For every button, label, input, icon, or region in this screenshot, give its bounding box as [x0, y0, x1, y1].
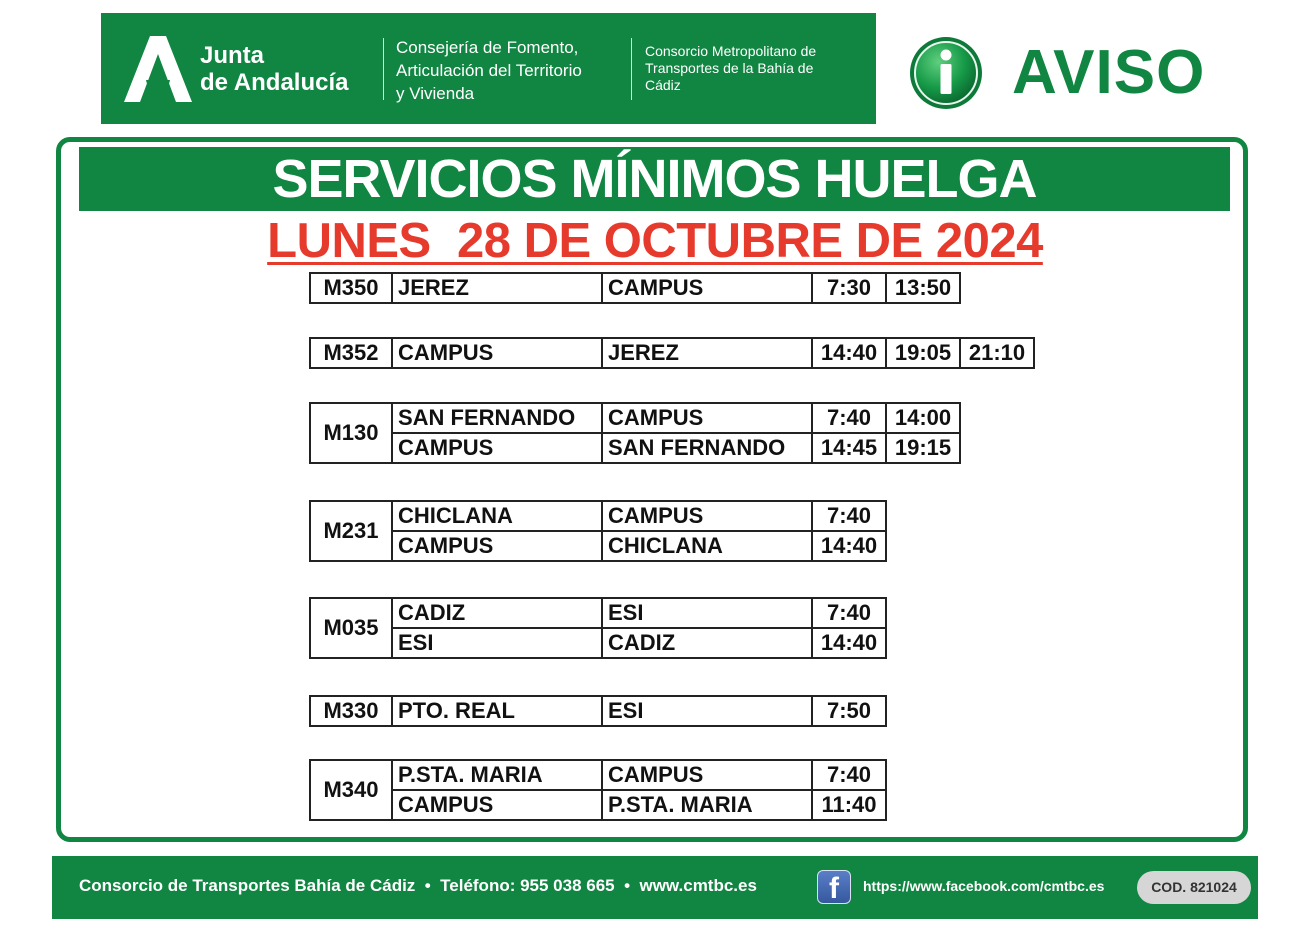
destination-cell: CAMPUS	[602, 273, 812, 303]
departure-time: 14:40	[812, 628, 886, 658]
destination-cell: ESI	[602, 598, 812, 628]
aviso-heading: AVISO	[1012, 38, 1206, 107]
header-divider	[631, 38, 632, 100]
schedule-row	[310, 628, 886, 658]
origin-cell: JEREZ	[392, 273, 602, 303]
schedule-table-m130	[309, 402, 961, 464]
consorcio-header-text	[645, 43, 816, 94]
destination-cell: JEREZ	[602, 338, 812, 368]
notice-date-text: LUNES 28 DE OCTUBRE DE 2024	[267, 214, 1043, 268]
schedule-row	[310, 338, 1034, 368]
code-badge: COD. 821024	[1137, 871, 1251, 904]
departure-time: 19:05	[886, 338, 960, 368]
schedule-row	[310, 696, 886, 726]
destination-cell: CADIZ	[602, 628, 812, 658]
destination-cell: P.STA. MARIA	[602, 790, 812, 820]
consorcio-line: Cádiz	[645, 77, 681, 93]
schedule-row	[310, 501, 886, 531]
origin-cell: CAMPUS	[392, 531, 602, 561]
departure-time: 7:40	[812, 598, 886, 628]
consorcio-line: Transportes de la Bahía de	[645, 60, 814, 76]
line-code: M340	[310, 760, 392, 820]
destination-cell: CAMPUS	[602, 760, 812, 790]
schedule-row	[310, 790, 886, 820]
line-code: M231	[310, 501, 392, 561]
origin-cell: P.STA. MARIA	[392, 760, 602, 790]
schedule-table-m352	[309, 337, 1035, 369]
notice-date	[0, 214, 1310, 268]
destination-cell: CHICLANA	[602, 531, 812, 561]
junta-andalucia-logo-icon	[124, 36, 192, 102]
line-code: M130	[310, 403, 392, 463]
logo-line-2: de Andalucía	[200, 69, 349, 96]
schedule-row	[310, 433, 960, 463]
schedule-row	[310, 598, 886, 628]
junta-logo-text	[200, 42, 348, 96]
departure-time: 7:40	[812, 760, 886, 790]
schedule-row	[310, 760, 886, 790]
departure-time: 11:40	[812, 790, 886, 820]
origin-cell: ESI	[392, 628, 602, 658]
origin-cell: CADIZ	[392, 598, 602, 628]
departure-time: 7:40	[812, 403, 886, 433]
origin-cell: PTO. REAL	[392, 696, 602, 726]
destination-cell: CAMPUS	[602, 501, 812, 531]
departure-time: 7:50	[812, 696, 886, 726]
schedule-table-m330	[309, 695, 887, 727]
consejeria-line: Consejería de Fomento,	[396, 38, 579, 57]
destination-cell: SAN FERNANDO	[602, 433, 812, 463]
departure-time: 14:40	[812, 338, 886, 368]
departure-time: 14:45	[812, 433, 886, 463]
departure-time: 7:40	[812, 501, 886, 531]
origin-cell: CAMPUS	[392, 338, 602, 368]
consejeria-text	[396, 36, 582, 105]
consorcio-line: Consorcio Metropolitano de	[645, 43, 817, 59]
line-code: M350	[310, 273, 392, 303]
schedule-table-m035	[309, 597, 887, 659]
destination-cell: CAMPUS	[602, 403, 812, 433]
origin-cell: CAMPUS	[392, 433, 602, 463]
notice-title: SERVICIOS MÍNIMOS HUELGA	[79, 147, 1230, 211]
departure-time: 7:30	[812, 273, 886, 303]
departure-time: 14:40	[812, 531, 886, 561]
consejeria-line: Articulación del Territorio	[396, 61, 582, 80]
line-code: M035	[310, 598, 392, 658]
departure-time: 13:50	[886, 273, 960, 303]
line-code: M330	[310, 696, 392, 726]
schedule-table-m231	[309, 500, 887, 562]
schedule-row	[310, 273, 960, 303]
departure-time: 14:00	[886, 403, 960, 433]
consejeria-line: y Vivienda	[396, 84, 475, 103]
header-divider	[383, 38, 384, 100]
schedule-table-m340	[309, 759, 887, 821]
footer-contact: Consorcio de Transportes Bahía de Cádiz • Teléfono: 955 038 665 • www.cmtbc.es	[79, 876, 757, 895]
schedule-row	[310, 531, 886, 561]
facebook-icon[interactable]: f	[817, 870, 851, 904]
info-icon	[909, 36, 983, 110]
departure-time: 19:15	[886, 433, 960, 463]
schedule-table-m350	[309, 272, 961, 304]
schedule-row	[310, 403, 960, 433]
line-code: M352	[310, 338, 392, 368]
origin-cell: CHICLANA	[392, 501, 602, 531]
departure-time: 21:10	[960, 338, 1034, 368]
facebook-link[interactable]: https://www.facebook.com/cmtbc.es	[863, 878, 1105, 894]
origin-cell: SAN FERNANDO	[392, 403, 602, 433]
origin-cell: CAMPUS	[392, 790, 602, 820]
destination-cell: ESI	[602, 696, 812, 726]
logo-line-1: Junta	[200, 42, 265, 69]
